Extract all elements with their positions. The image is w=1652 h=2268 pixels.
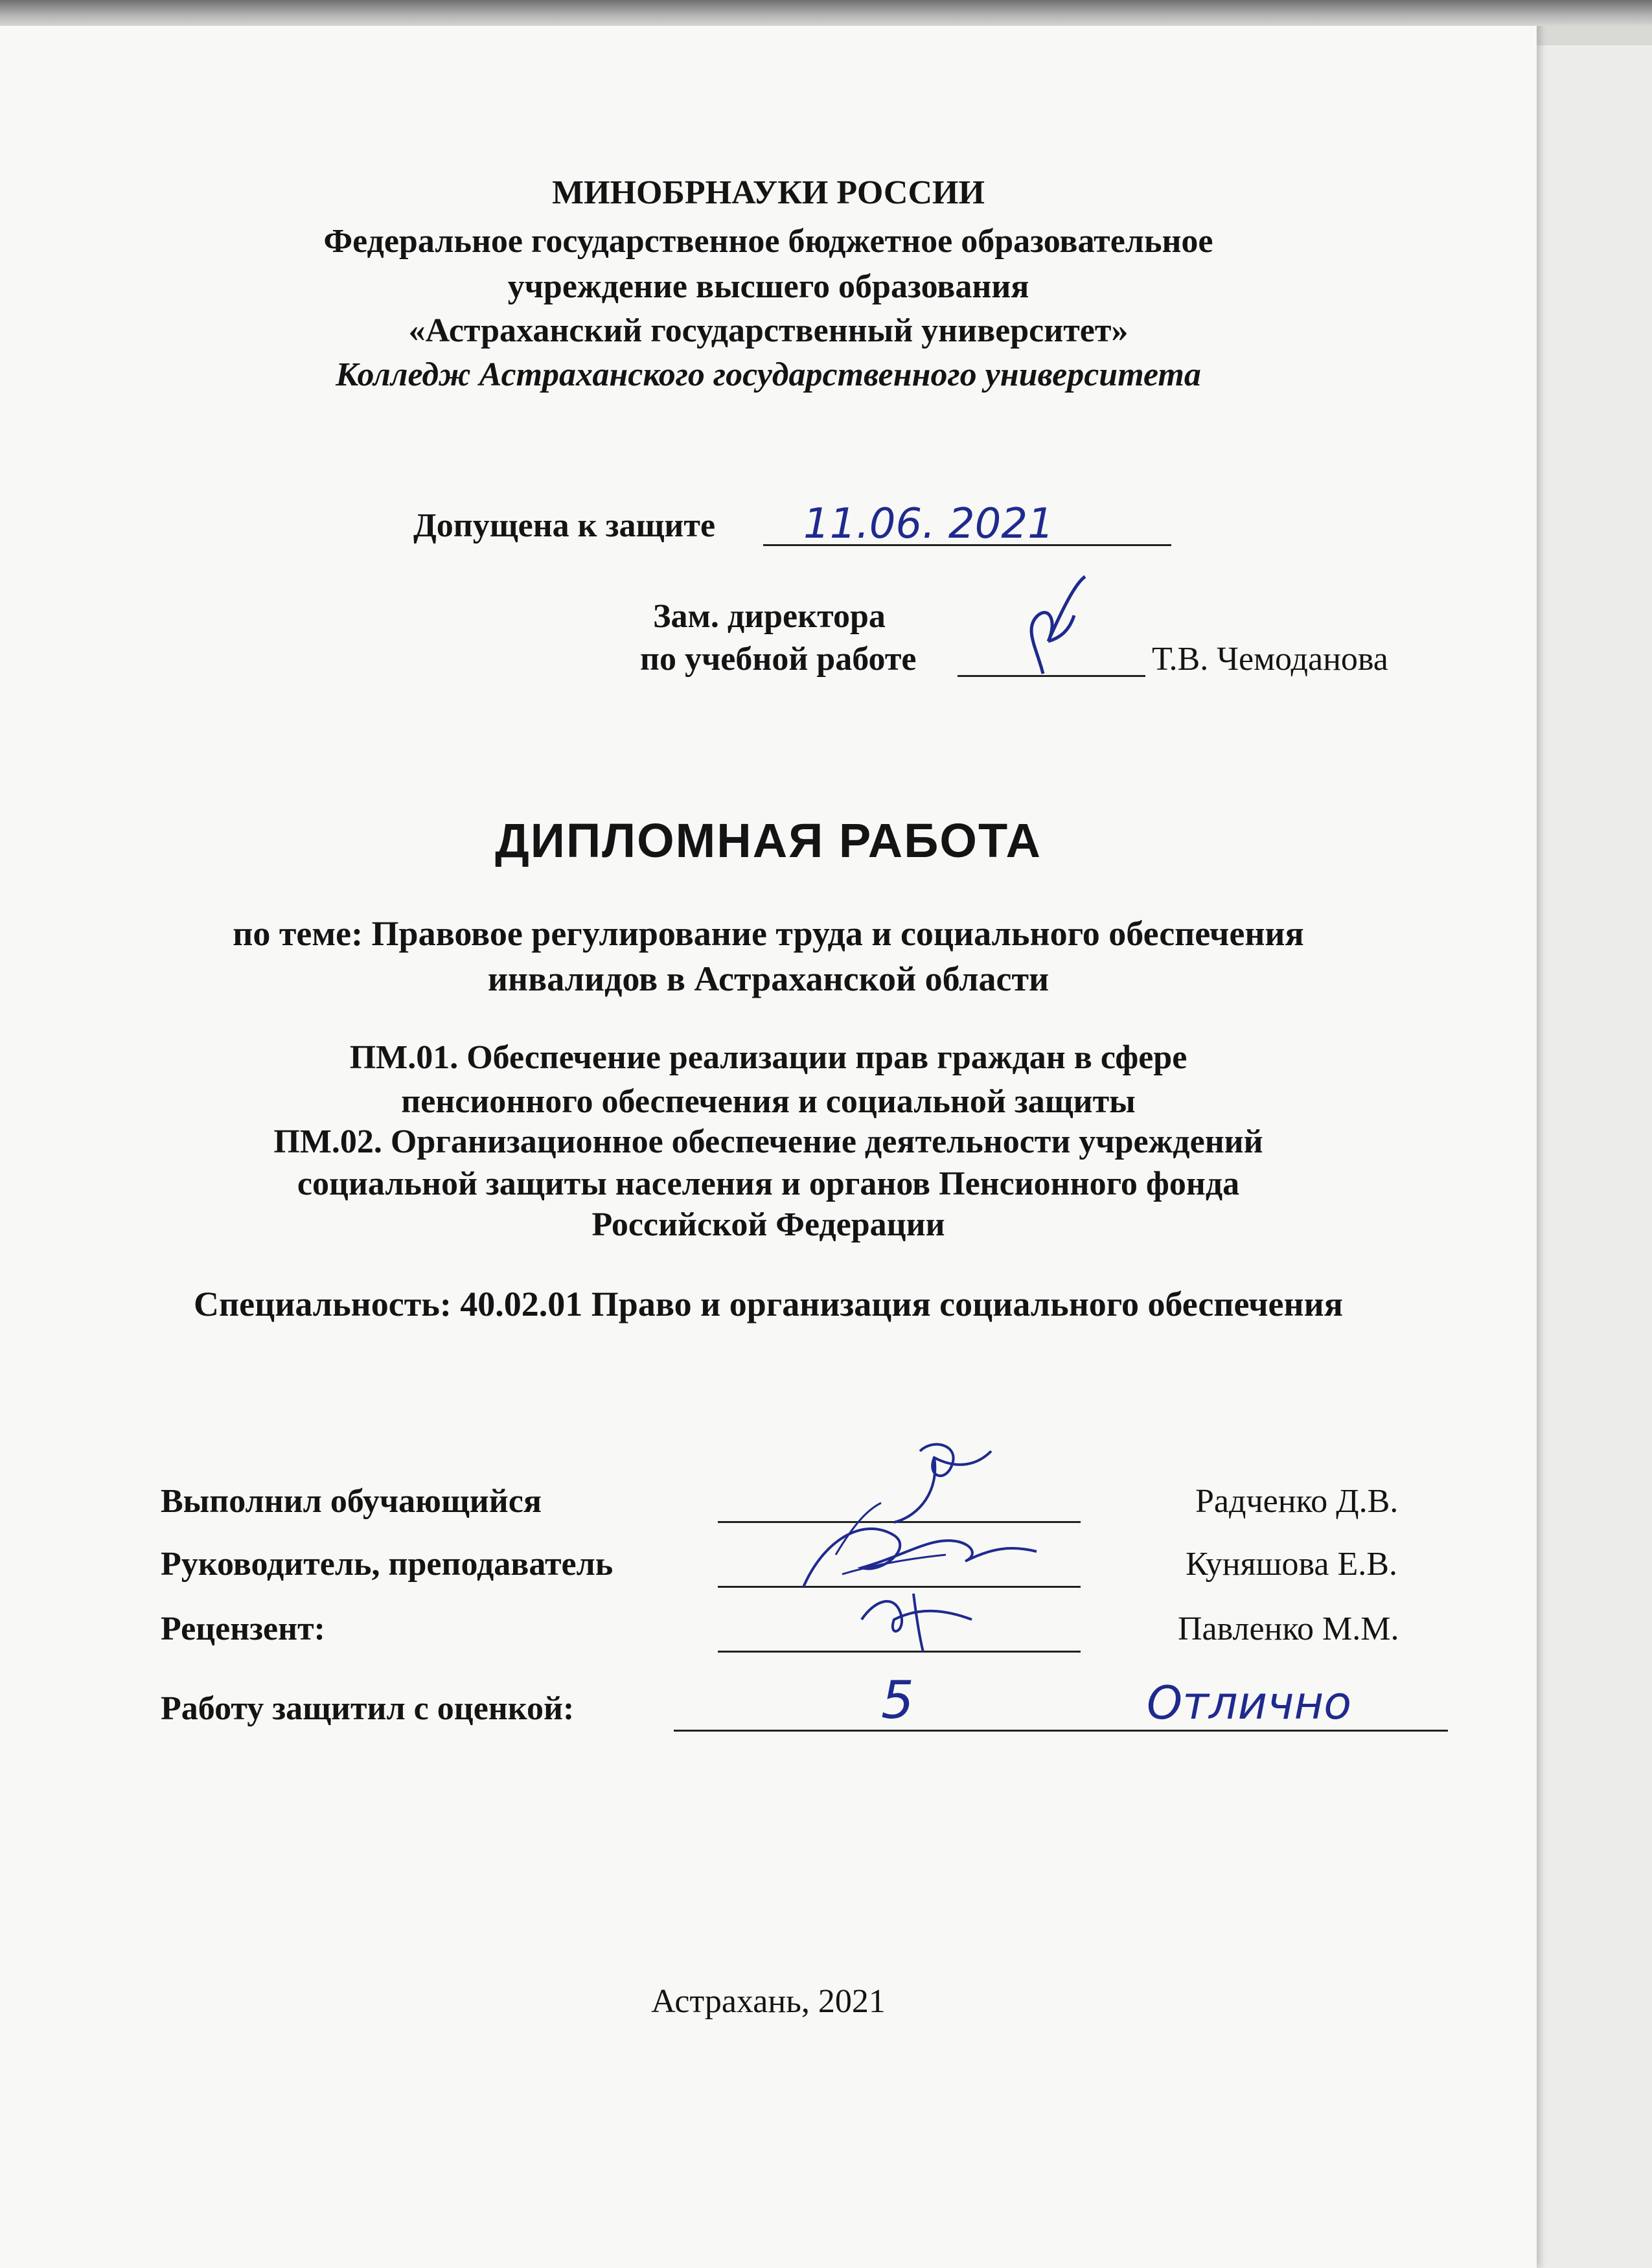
deputy-title-line-2: по учебной работе bbox=[640, 641, 917, 678]
scan-edge bbox=[0, 0, 1652, 26]
admitted-label: Допущена к защите bbox=[413, 507, 716, 544]
deputy-name: Т.В. Чемоданова bbox=[1152, 641, 1388, 678]
signature-role-supervisor: Руководитель, преподаватель bbox=[161, 1546, 614, 1583]
signature-name-student: Радченко Д.В. bbox=[1195, 1483, 1399, 1520]
signature-name-reviewer: Павленко М.М. bbox=[1178, 1610, 1399, 1647]
topic-line-2: инвалидов в Астраханской области bbox=[487, 959, 1050, 998]
specialty: Специальность: 40.02.01 Право и организация социального обеспечения bbox=[194, 1285, 1343, 1323]
admitted-date-handwritten: 11.06. 2021 bbox=[803, 500, 1054, 548]
university-name: «Астраханский государственный университет» bbox=[408, 312, 1129, 349]
module-line-4: социальной защиты населения и органов Пенсионного фонда bbox=[297, 1165, 1240, 1202]
grade-word-handwritten: Отлично bbox=[1147, 1677, 1352, 1730]
grade-score-handwritten: 5 bbox=[881, 1670, 914, 1730]
signature-role-reviewer: Рецензент: bbox=[161, 1610, 325, 1647]
module-line-2: пенсионного обеспечения и социальной защиты bbox=[401, 1083, 1136, 1120]
institution-line-1: Федеральное государственное бюджетное образовательное bbox=[323, 223, 1213, 260]
module-line-5: Российской Федерации bbox=[591, 1206, 945, 1243]
institution-line-2: учреждение высшего образования bbox=[507, 268, 1029, 305]
grade-label: Работу защитил с оценкой: bbox=[161, 1690, 575, 1727]
deputy-title-line-1: Зам. директора bbox=[653, 598, 886, 635]
ministry-title: МИНОБРНАУКИ РОССИИ bbox=[552, 174, 985, 211]
deputy-signature bbox=[998, 570, 1101, 687]
city-year: Астрахань, 2021 bbox=[651, 1983, 886, 2020]
topic-line-1: по теме: Правовое регулирование труда и социального обеспечения bbox=[233, 914, 1304, 953]
handwritten-signatures bbox=[764, 1425, 1101, 1671]
module-line-1: ПМ.01. Обеспечение реализации прав граждан в сфере bbox=[349, 1039, 1187, 1076]
college-name: Колледж Астраханского государственного университета bbox=[336, 356, 1201, 393]
signature-role-student: Выполнил обучающийся bbox=[161, 1483, 542, 1520]
module-line-3: ПМ.02. Организационное обеспечение деятельности учреждений bbox=[273, 1123, 1263, 1160]
document-type-title: ДИПЛОМНАЯ РАБОТА bbox=[495, 814, 1042, 867]
signature-name-supervisor: Куняшова Е.В. bbox=[1186, 1546, 1397, 1583]
